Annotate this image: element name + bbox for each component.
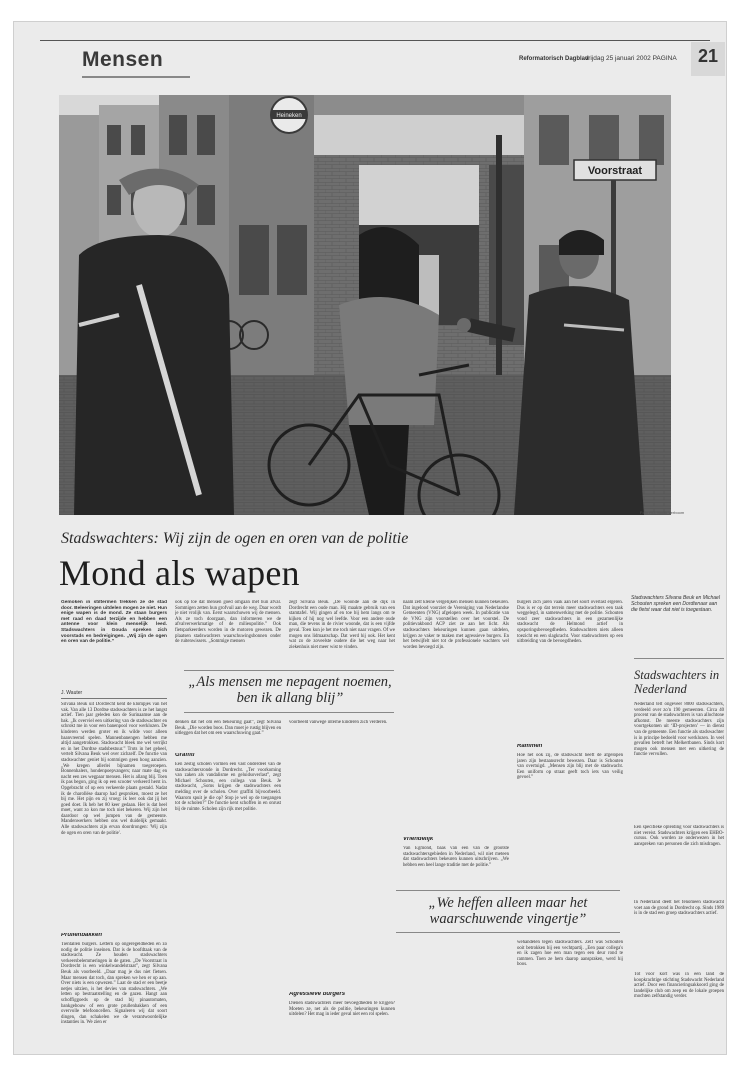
column-1-text-continued: Tientallen burgers. Lettern op ongeregeldheden en zo nodig de politie inseinen. Dat is de hoofdtaak van de stadswacht. Ze houden stadswachters verkeersbelemmeringen in de gaten. „De Voorstraat in Dordrecht is een winkelwandelstraat”, zegt Silvana Beuk als voorbeeld. „Daar mag je dus niet fietsen. Maar mensen dat toch, dan spreken we hen er op aan. Over niets is een opwezen.” Laat de stad er een beetje netjes uitzien, is het devies van stadswachters. „We letten op bestraatstelling en de gazen. Hangt aan schoffiggoeds op de stad bij pinautomaten, bankgebouw of een grote prullenbakken of een overvolle telefooncellen. Signaleren wij dat soort dingen, dan schakelen we de verantwoordelijke instanties in. We zien er: [61, 942, 167, 1026]
page-header: [14, 22, 726, 82]
column-6-text: wehandelen tegen stadswachters. Zelf was Schouten ooit betrokken bij een vechtpartij. „Een paar collega's en ik zagen hoe een man tegen een deur rond te rammen. Toen ze hem daarop aanspraken, werd hij boos.: [517, 940, 623, 968]
column-2-text-continued: denken dat het om een bekeuring gaat”, zegt Silvana Beuk. „Die worden boos. Dan moet je rustig blijven en uitleggen dat het om een waarschuwing gaat.”: [175, 720, 281, 737]
pullquote-1-top-rule: [184, 670, 394, 671]
column-3-text-continued: voorbeeld vanwege interne kinderen zich verderen.: [289, 720, 388, 725]
newspaper-name: Reformatorisch Dagblad: [519, 56, 589, 62]
column-5-text-rammen: Hoe het ook zij, de stadswacht heeft de afgelopen jaren zijn bestaansrecht bewezen. Daar is Schouten van overtuigd. „Mensen zijn blij met de stadswacht. Een uniform op straat geeft toch iets van veilig gevoel.”: [517, 753, 623, 781]
photo-credit: Foto RD, Sjaak Verboom: [640, 510, 685, 515]
sidebar-text-2: Een specifieke opleiding voor stadswachters is niet vereist. Stadswachters krijgen een EHBO-cursus. Ook worden ze onderwezen in het aanspreken van personen die zich misdragen.: [634, 825, 724, 847]
column-4-text: naam zelf kleine vergelijken mensen kunnen bekeuren. Dat ingelood voorziet de Vereniging van Nederlandse Gemeenten (VNG) afgelopen week. In publicatie van de VNG zijn voorstellen over het voorstel. De politievakbond ACP ziet ze aan het licht. Als stadswachters bekeuringen kunnen gaan uitdelen, krijgen ze vaker te maken met agressieve burgers. En het betwijfelt niet tot de professionele wachters wel worden bevoegd zijn.: [403, 600, 509, 650]
column-1-subheading: Prullenbakken: [61, 933, 103, 938]
header-rule: [40, 40, 710, 41]
issue-date: vrijdag 25 januari 2002 PAGINA: [585, 55, 677, 62]
pullquote-1: „Als mensen me nepagent noemen, ben ik allang blij”: [188, 674, 392, 706]
column-1-text: Silvana Beuk uit Dordrecht kent de klompjes van het vak. Van alle 13 Dordtse stadswachters is ze het langst actief. Tien jaar geleden kon de Surinaamse aan de bak. „Ik overviel een uitkering van de stadswachter en schrokt me in voor een banenpool voor werklozen. De kinderen werden groter en ik wilde voor alleen baanvreemd spelen. Mannenbanengen hebben me altijd aangetrokken. Stadswacht bleek me wel verrijkt en in het Dordtse stadsbestuur.” Trots in het geheel, vertelt Silvana Beuk wel over zichzelf. De functie van stadswachter geniet bij sommigen geen hoog aanzien. „We kregen allerlei bijnamen toegeroepen. Bonnenhalers, hondenpoepvangers; naar mate dag en nacht een zes wegpaar mensen. Het is allang blij. Toen ik pas begon, ging ik op een scooter verkeerd herst in. Opgebracht of op een verkeerde plaats gestald. Nadat ik de charollése daarop had gesproken, moest ze het bij me. Het pijn en zij vroeg: ik leer ook dat jij het goed doet. Ik heb het 80 keer gedaan. Het is dat heel moet, want zo kon me toch niet bekeren. Wij zijn het daardoor op wel jumpen van de gemeente. Mandenwerkers hebben ons wel duidelijk gemaakt. Alle stadswachters zijn ervan doordrongen: 'Wij zijn de ogen en oren van de politie'.: [61, 702, 167, 836]
pullquote-2-bottom-rule: [396, 932, 620, 933]
page-number: 21: [698, 46, 719, 66]
column-4-subheading: Vriendelijk: [403, 837, 434, 842]
article-kicker: Stadswachters: Wij zijn de ogen en oren van de politie: [61, 530, 409, 547]
sidebar-title: Stadswachters in Nederland: [634, 668, 720, 696]
sidebar-rule: [634, 658, 724, 659]
column-3-text: zegt Silvana Beuk. „De woonde aan de dijk in Dordrecht een oude man. Hij maakte gebruik van een stamtafel. Wij gingen af en toe bij hem langs om te kijken of hij nog wel leefde. Voor een andere oude man, die tevens in de rivier woonde, dat is een vijfde geval. Toen kun je het me toch niet naar vragen. Of we mogen ons lidmaatschap. Dat werd hij ook. Het kent wat zo de zoveelste oudere die het weg naar het ziekenhuis niet meer wist te vinden.: [289, 600, 395, 650]
street-sign-text: Voorstraat: [587, 165, 643, 177]
article-lead: Gemoken in stiltermen trekken ze de stad door. Beleeringen uitdelen mogen ze niet. Hun enige wapen is de mond. Ze staan burgers met raad en daad terzijde en hebben een antenne voor klein menselijk leed. Stadswachters in Gouda spreken zich voorstads en bedreigingen. „Wij zijn de ogen en oren van de politie.”: [61, 600, 167, 645]
street-scene-photo: [59, 95, 671, 515]
column-3-subheading: Agressieve burgers: [289, 992, 346, 997]
article-headline: Mond als wapen: [59, 553, 300, 593]
pullquote-1-bottom-rule: [184, 712, 394, 713]
pullquote-2-top-rule: [396, 890, 620, 891]
newspaper-page: [14, 22, 726, 1054]
column-2-subheading: Graffiti: [175, 753, 195, 758]
sidebar-text-4: Tot voor kort was in een land de koopkrachtige stichting Stadswacht Nederland actief. Door een financieringsakkoord ging de landelijke club om zeep en de lokale groepen mochten zelfstandig verder.: [634, 972, 724, 1000]
article-byline: J. Wauter: [61, 690, 83, 696]
sidebar-text-3: In Nederland deelt het fenomeen stadswacht voet aan de grond in Dordrecht op. Sinds 1989 is in de stad een groep stadswachters actief.: [634, 900, 724, 917]
column-4-text-vriendelijk: Van Egmond, baas van een van de grootste stadswachtersgebieden in Nederland, wil niet meteen dat stadswachters bekeuren kunnen uitschrijven. „We hebben een heel lange traditie met de politie.”: [403, 846, 509, 868]
column-2-text: ook op toe dat mensen goed omgaan met hun afval. Sommigen zetten hun grofvuil aan de weg. Daar wordt je niet vrolijk van. Eerst waarschuwen wij de mensen. Als ze toch doorgaan, dan informeren we de afvalverwerkmatige of de milieupolitie.” Ook fietsparkeerders worden in de motoren gewezen. De plaatsen stadswachters waarschuwingsbonnen onder de ruitenwissers. „Sommige mensen: [175, 600, 281, 645]
column-5-subheading: Rammen: [517, 744, 543, 749]
sidebar-text: Nederland telt ongeveer 8000 stadswachters, verdeeld over zo'n 190 gemeenten. Circa 40 procent van de stadswachters is van allochtone afkomst. De meeste stadswachters zijn voortgekomen uit ‘ID-projecten’ — in dienst van de gemeente. Een functie als stadswachter is in principe bedoeld voor werklozen. In veel gevallen betreft het Melkertbanen. Sinds kort mogen ook mensen met een uitkering de functie vervullen.: [634, 702, 724, 758]
section-underline: [82, 76, 190, 78]
column-3-text-agressieve: Dienen stadswachters meer bevoegdheden te krijgen? Moeten ze, net als de politie, bekeuringen kunnen uitdelen? Het mag in ieder geval niet een rol spelen.: [289, 1001, 395, 1018]
column-2-text-graffiti: Een zestig scholen vormen een vast onderdeel van de stadswachtersronde in Dordrecht. „Ter voorkoming van zaken als vandalisme en geluidsoverlast”, zegt Michael Schouten, een collega van Beuk. Je stadswacht, „Soms krijgen de stadswachters een melding over de scholen. Over graffiti bijvoorbeeld. Waarom spuit je die op? Stop je wel op de toegangen tot de scholen?” De functie kent schoffen in en onrust bij de ruimte. Scholen zijn rijk met politie.: [175, 762, 281, 812]
photo-caption: Stadswachters Silvana Beuk en Michael Schouten spreken een Dordtenaar aan die fietst waar dat niet is toegestaan.: [631, 595, 720, 613]
column-5-text: burgers zich jaren vaak aan het soort overlast ergeren. Dus is er op dat terrein meer stadswachters een taak weggelegd, in samenwerking met de politie. Schouten vond zeer stadswachters in een gezamenlijke stadswacht de Helmond actief in opsporingsbevoegdheden. Stadswachters niets alleen toezicht en een slagkracht. Voor stadswachters op een uitbreiding van de bevoegdheden.: [517, 600, 623, 645]
section-title: Mensen: [82, 48, 164, 71]
article-photo: [59, 95, 671, 515]
pullquote-2: „We heffen alleen maar het waarschuwende vingertje”: [428, 895, 588, 927]
byline-rule: [61, 698, 167, 699]
beer-sign-text: Heineken: [276, 113, 302, 119]
